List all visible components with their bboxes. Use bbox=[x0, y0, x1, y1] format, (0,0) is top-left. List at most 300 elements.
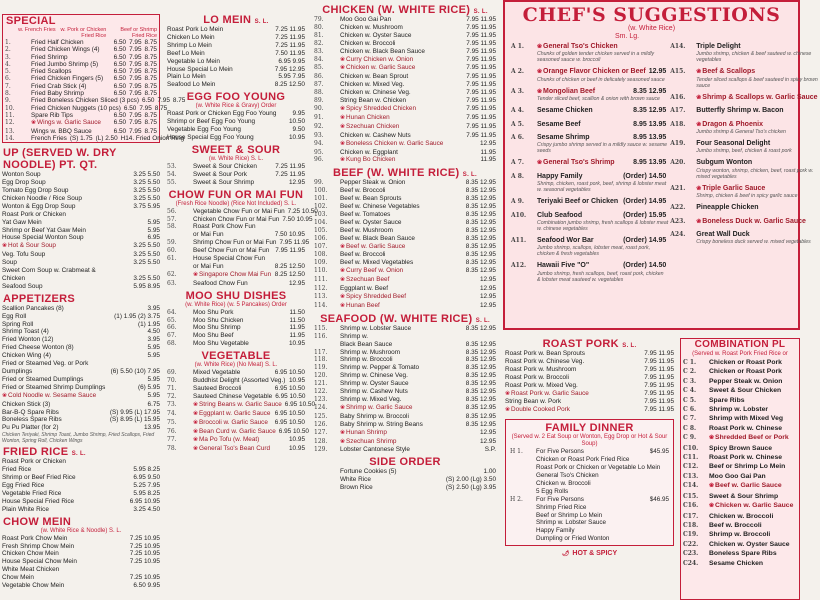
item-name: Fried Chicken Fingers (5) bbox=[31, 75, 104, 83]
menu-item-row bbox=[165, 207, 318, 216]
item-name: Eggplant w. Beef bbox=[340, 285, 388, 293]
item-description: Crispy wonton, shrimp, chicken, beef, roast pork w. mixed vegetables bbox=[696, 167, 814, 180]
item-price: 7.25 10.50 bbox=[287, 207, 318, 215]
item-price: 8.35 12.95 bbox=[465, 234, 496, 242]
item-name: ❀Kung Bo Chicken bbox=[340, 156, 396, 164]
item-price: 11.50 bbox=[289, 308, 305, 316]
item-price: $46.95 bbox=[649, 495, 669, 503]
menu-item-row bbox=[3, 68, 159, 75]
item-code: 2. bbox=[5, 46, 11, 54]
menu-item-row bbox=[312, 227, 498, 235]
chicken-section bbox=[312, 4, 498, 165]
menu-item-row bbox=[0, 582, 162, 590]
item-name: House Special Egg Foo Young bbox=[167, 133, 254, 141]
chili-icon: ❀ bbox=[537, 69, 543, 76]
item-name: Fried or Steamed Veg. or Pork bbox=[2, 360, 89, 368]
item-name: Beef w. Broccoli bbox=[340, 187, 386, 195]
item-price: 12.95 bbox=[480, 428, 496, 436]
menu-item-row bbox=[312, 105, 498, 114]
menu-item-row bbox=[312, 211, 498, 219]
menu-item-row bbox=[0, 344, 162, 352]
menu-item-row bbox=[0, 498, 162, 506]
item-price: 12.95 bbox=[480, 276, 496, 284]
item-name: Beef Lo Mein bbox=[167, 49, 205, 57]
menu-item-row bbox=[165, 332, 307, 340]
item-price: 8.35 12.95 bbox=[633, 107, 667, 115]
item-name: Vegetable Egg Foo Young bbox=[167, 126, 241, 134]
item-name: Beef w. Mixed Vegetables bbox=[340, 259, 414, 267]
item-code: 59. bbox=[167, 239, 177, 247]
item-price: 8.35 12.95 bbox=[465, 412, 496, 420]
item-name: Chicken w. Chinese Veg. bbox=[340, 89, 411, 97]
item-price: 7.95 bbox=[129, 119, 142, 127]
item-price: 10.95 bbox=[289, 340, 305, 348]
chili-icon: ❀ bbox=[193, 410, 199, 417]
seafood-item-list bbox=[312, 325, 498, 455]
item-code: 109. bbox=[314, 259, 328, 267]
chef-suggestion-row bbox=[668, 121, 819, 129]
menu-item-row bbox=[3, 61, 159, 68]
menu-item-row bbox=[0, 195, 162, 203]
item-code: 113. bbox=[314, 293, 328, 300]
menu-item-row bbox=[0, 275, 162, 283]
item-price: 3.95 bbox=[147, 304, 160, 312]
item-price: 6.95 10.50 bbox=[284, 400, 316, 408]
menu-item-row bbox=[0, 543, 162, 551]
item-name: Beef w. Broccoli bbox=[340, 251, 386, 259]
menu-item-row bbox=[3, 75, 159, 82]
item-code: 6. bbox=[5, 75, 11, 83]
item-name: Chicken w. Eggplant bbox=[340, 148, 398, 156]
menu-item-row bbox=[312, 73, 498, 81]
item-price: 8.35 12.95 bbox=[465, 395, 496, 403]
menu-item-row bbox=[0, 259, 162, 267]
item-price: 8.95 13.95 bbox=[633, 120, 667, 128]
chili-icon: ❀ bbox=[340, 268, 346, 275]
section-title-combination: COMBINATION PL bbox=[694, 339, 786, 350]
item-price: 8.75 bbox=[144, 39, 157, 46]
item-name: Vegetable Chow Fun or Mai Fun bbox=[193, 207, 285, 215]
item-name: Sauteed Broccoli bbox=[193, 385, 242, 392]
item-description: Tender sliced beef, scallion & onion with brown sauce bbox=[537, 96, 660, 103]
item-price: 8.75 bbox=[144, 75, 157, 83]
chefs-suggestions-left bbox=[509, 43, 668, 288]
item-name: Beef w. Oyster Sauce bbox=[340, 218, 402, 226]
menu-item-row bbox=[0, 368, 162, 376]
menu-item-row bbox=[165, 163, 307, 171]
item-description: Chunks of golden tender chicken served in a mildly seasoned sauce w. broccoli bbox=[537, 51, 655, 64]
menu-item-row bbox=[681, 433, 799, 443]
item-name: Fried Jumbo Shrimp (5) bbox=[31, 60, 99, 68]
item-price: (6) 5.95 bbox=[137, 383, 160, 391]
item-price: 6.50 bbox=[113, 60, 127, 68]
menu-item-row bbox=[312, 267, 498, 276]
item-name: Seafood Chow Fun bbox=[193, 279, 248, 287]
item-name: ❀Wings w. Garlic Sauce bbox=[31, 119, 101, 127]
item-code: A18. bbox=[670, 120, 686, 128]
item-code: 123. bbox=[314, 395, 328, 403]
item-price: 8.35 12.95 bbox=[465, 179, 496, 187]
item-price: 8.35 12.95 bbox=[465, 210, 496, 218]
vegetable-section bbox=[165, 350, 316, 454]
menu-item-row bbox=[312, 97, 498, 105]
item-price: 6.50 bbox=[113, 127, 127, 135]
menu-item-row bbox=[508, 488, 671, 496]
menu-item-row bbox=[312, 349, 498, 357]
item-name: Scallion Pancakes (8) bbox=[2, 304, 64, 312]
chef-suggestion-row bbox=[668, 231, 819, 239]
vegetable-item-list bbox=[165, 369, 316, 454]
chef-suggestion-row bbox=[509, 262, 668, 270]
item-code: 9. bbox=[5, 97, 11, 105]
item-name: ❀Triple Garlic Sauce bbox=[696, 184, 766, 192]
item-price: 7.95 11.95 bbox=[466, 89, 496, 97]
menu-item-row bbox=[3, 97, 186, 105]
section-title-egg-foo-young: EGG FOO YOUNG bbox=[186, 91, 286, 104]
menu-item-row bbox=[0, 574, 162, 582]
item-name: Soup bbox=[2, 259, 17, 267]
beef-header: S. L. bbox=[462, 172, 477, 179]
item-price: 8.75 bbox=[144, 53, 157, 61]
item-code: 61. bbox=[167, 255, 177, 263]
menu-item-row bbox=[312, 413, 498, 421]
menu-item-row bbox=[312, 429, 498, 438]
item-name: Roast Pork Chow Fun bbox=[193, 223, 256, 231]
chef-suggestion-item bbox=[509, 198, 668, 206]
item-price: 7.95 11.95 bbox=[466, 64, 496, 72]
item-code: 108. bbox=[314, 251, 328, 259]
item-price: 8.75 bbox=[144, 119, 157, 127]
item-name: ❀Dragon & Phoenix bbox=[696, 120, 763, 128]
item-name: Shrimp or Beef Fried Rice bbox=[2, 474, 76, 482]
fried-rice-title: FRIED RICE bbox=[3, 446, 69, 459]
item-code: C 3. bbox=[683, 377, 697, 385]
menu-item-row bbox=[312, 48, 498, 56]
item-price: 8.35 12.95 bbox=[465, 388, 496, 396]
menu-item-row bbox=[503, 358, 676, 366]
item-code: 94. bbox=[314, 139, 324, 147]
section-title-chow-fun: CHOW FUN OR MAI FUN bbox=[168, 188, 304, 201]
item-price: 5.25 7.95 bbox=[133, 481, 160, 489]
menu-item-row bbox=[312, 396, 498, 404]
menu-item-row bbox=[165, 324, 307, 332]
item-code: 8. bbox=[5, 90, 11, 98]
item-name: Great Wall Duck bbox=[696, 231, 750, 239]
menu-item-row bbox=[0, 490, 162, 498]
item-name: Moo Shu Shrimp bbox=[193, 324, 241, 332]
menu-item-row bbox=[312, 187, 498, 195]
menu-item-row bbox=[165, 215, 313, 224]
menu-item-row bbox=[681, 377, 799, 386]
item-name: ❀Boneless Chicken w. Garlic Sauce bbox=[340, 139, 444, 147]
item-name: Shrimp w. Mushroom bbox=[340, 348, 401, 356]
item-price: 8.25 12.50 bbox=[274, 270, 305, 278]
item-name: ❀Chicken w. Garlic Sauce bbox=[709, 502, 794, 510]
item-name: Shrimp w. Broccoli bbox=[709, 531, 771, 539]
chef-suggestion-item bbox=[668, 43, 819, 63]
item-price: 8.35 12.95 bbox=[465, 403, 496, 411]
item-price: $45.95 bbox=[649, 448, 669, 456]
item-price: 6.50 9.95 bbox=[133, 582, 160, 590]
soup-item-list bbox=[0, 171, 162, 291]
item-price: (S) 8.95 (L) 15.95 bbox=[109, 416, 160, 424]
item-name: Four Seasonal Delight bbox=[696, 140, 771, 148]
item-code: 99. bbox=[314, 179, 324, 187]
menu-item-row bbox=[0, 219, 162, 227]
item-price: 6.50 bbox=[113, 82, 127, 90]
menu-item-row bbox=[0, 242, 162, 251]
item-name: Fried Wonton (12) bbox=[2, 336, 54, 344]
menu-item-row bbox=[503, 390, 676, 399]
menu-item-row bbox=[312, 81, 498, 89]
egg-foo-young-section bbox=[165, 91, 307, 142]
item-price: 7.95 11.95 bbox=[466, 73, 496, 81]
item-code: 90. bbox=[314, 104, 324, 112]
item-code: A24. bbox=[670, 231, 686, 239]
item-name: ❀Beef w. Garlic Sauce bbox=[709, 482, 782, 490]
item-name: ❀String Beans w. Garlic Sauce bbox=[193, 400, 282, 408]
seafood-header: S. L. bbox=[475, 317, 490, 324]
menu-item-row bbox=[3, 54, 159, 61]
item-code: 117. bbox=[314, 348, 328, 356]
item-name: Roast Pork Chow Mein bbox=[2, 534, 68, 542]
menu-item-row bbox=[0, 203, 162, 211]
item-code: 92. bbox=[314, 122, 324, 130]
item-code: 57. bbox=[167, 215, 177, 223]
item-price: 6.95 10.50 bbox=[274, 418, 305, 426]
menu-item-row bbox=[165, 239, 310, 247]
moo-shu-section bbox=[165, 290, 307, 349]
item-price: 8.75 bbox=[144, 82, 157, 90]
menu-item-row bbox=[312, 235, 498, 243]
item-name: ❀Hunan Shrimp bbox=[340, 428, 387, 436]
item-price: 5.95 7.95 bbox=[278, 73, 305, 81]
item-name: Happy Family bbox=[537, 172, 583, 180]
menu-item-row bbox=[165, 255, 307, 263]
item-description: Crispy boneless duck served w. mixed vegetables bbox=[696, 239, 811, 246]
item-name: Fried Half Chicken bbox=[31, 39, 84, 46]
chili-icon: ❀ bbox=[340, 157, 346, 164]
item-name: Happy Family bbox=[536, 527, 575, 535]
chef-suggestion-row bbox=[668, 68, 819, 76]
item-name: Moo Shu Beef bbox=[193, 332, 234, 340]
chefs-suggestions-subtitle: (w. White Rice) bbox=[627, 25, 676, 32]
item-price: 7.95 11.95 bbox=[466, 113, 496, 121]
item-name: Shrimp w. Lobster Sauce bbox=[536, 519, 607, 527]
item-code: 75. bbox=[167, 418, 177, 426]
item-code: C 2. bbox=[683, 368, 697, 376]
chef-suggestion-row bbox=[668, 204, 819, 212]
menu-item-row bbox=[681, 530, 799, 539]
menu-item-row bbox=[312, 302, 498, 311]
item-price: 11.95 bbox=[289, 332, 305, 340]
item-code: A17. bbox=[670, 107, 686, 115]
item-name: Sweet & Sour Pork bbox=[193, 170, 247, 178]
menu-item-row bbox=[165, 73, 307, 81]
item-name: Chicken w. Broccoli bbox=[709, 512, 774, 520]
item-code: A15. bbox=[670, 68, 686, 76]
menu-item-row bbox=[503, 406, 676, 415]
item-name: House Special Chow Fun bbox=[193, 255, 266, 263]
item-code: A 4. bbox=[511, 107, 525, 115]
item-name: Plain White Rice bbox=[2, 505, 49, 513]
menu-item-row bbox=[165, 419, 307, 428]
menu-item-row bbox=[312, 333, 498, 341]
menu-item-row bbox=[312, 219, 498, 227]
menu-item-row bbox=[312, 32, 498, 40]
item-name: ❀Szechuan Shrimp bbox=[340, 437, 397, 445]
menu-item-row bbox=[0, 352, 162, 360]
item-price: 8.25 12.50 bbox=[274, 262, 305, 270]
item-name: Wonton & Egg Drop Soup bbox=[2, 202, 76, 210]
item-price: 3.25 5.50 bbox=[133, 251, 160, 259]
fried-rice-header: S. L. bbox=[71, 451, 86, 458]
item-name: Fried Scallops bbox=[31, 68, 72, 76]
menu-item-row bbox=[165, 247, 307, 255]
item-description: Jumbo shrimp & General Tso's chicken bbox=[696, 129, 786, 136]
item-name: Beef Chow Fun or Mai Fun bbox=[193, 247, 270, 255]
item-price: 3.75 5.95 bbox=[133, 202, 160, 210]
item-name: ❀Beef w. Garlic Sauce bbox=[340, 242, 406, 250]
chef-suggestion-item bbox=[668, 107, 819, 115]
roast-pork-item-list bbox=[503, 350, 676, 415]
chef-suggestion-row bbox=[668, 159, 819, 167]
item-name: ❀Cold Noodle w. Sesame Sauce bbox=[2, 391, 97, 399]
item-name: Black Bean Sauce bbox=[340, 340, 393, 348]
item-price: 8.35 12.95 bbox=[465, 364, 496, 372]
item-description: Jumbo shrimp, beef, chicken & roast pork bbox=[696, 148, 792, 155]
item-price: (S) 9.95 (L) 17.95 bbox=[109, 408, 160, 416]
item-name: House Special Wonton Soup bbox=[2, 234, 84, 242]
chili-icon: ❀ bbox=[340, 114, 346, 121]
menu-item-row bbox=[312, 40, 498, 48]
item-price: 7.25 11.95 bbox=[275, 41, 305, 49]
combination-item-list bbox=[681, 358, 799, 568]
item-code: 116. bbox=[314, 332, 328, 340]
item-price: 8.35 12.95 bbox=[465, 356, 496, 364]
item-code: C 4. bbox=[683, 387, 697, 395]
item-price: 6.50 bbox=[113, 68, 127, 76]
menu-item-row bbox=[681, 512, 799, 521]
item-name: Roast Pork or Chicken or Vegetable Lo Mein bbox=[536, 464, 661, 472]
item-name: Sweet & Sour Shrimp bbox=[709, 492, 779, 500]
menu-item-row bbox=[165, 369, 307, 377]
item-name: ❀Singapore Chow Mai Fun bbox=[193, 270, 272, 278]
item-code: C 8. bbox=[683, 424, 697, 432]
menu-item-row bbox=[165, 42, 307, 50]
item-name: Chicken w. Broccoli bbox=[536, 479, 591, 487]
item-price: 6.95 10.50 bbox=[274, 369, 305, 377]
sweet-sour-item-list bbox=[165, 163, 307, 187]
item-name: Fried Baby Shrimp bbox=[31, 90, 84, 98]
menu-item-row bbox=[681, 453, 799, 462]
item-name: Shrimp Chow Fun or Mai Fun bbox=[193, 239, 277, 247]
item-name: Beef or Shrimp Lo Mein bbox=[709, 463, 786, 471]
item-name: Sesame Chicken bbox=[537, 107, 593, 115]
section-title-moo-shu: MOO SHU DISHES bbox=[185, 289, 287, 302]
chef-suggestion-item bbox=[509, 159, 668, 167]
menu-item-row bbox=[508, 496, 671, 504]
item-code: A 3. bbox=[511, 87, 525, 95]
item-name: Roast Pork or Chicken bbox=[2, 210, 66, 218]
chef-suggestion-item bbox=[509, 237, 668, 257]
chef-suggestion-row bbox=[509, 173, 668, 181]
side-order-item-list bbox=[312, 468, 498, 492]
item-price: 8.35 12.95 bbox=[465, 203, 496, 211]
menu-item-row bbox=[312, 438, 498, 447]
menu-item-row bbox=[0, 328, 162, 336]
menu-column-4-lower bbox=[503, 338, 676, 557]
item-name: Roast Pork w. Chinese Veg. bbox=[505, 357, 585, 365]
menu-item-row bbox=[681, 358, 799, 367]
beef-title: BEEF (W. WHITE RICE) bbox=[333, 167, 460, 180]
item-code: 64. bbox=[167, 308, 177, 316]
item-name: Baby Shrimp w. Broccoli bbox=[340, 412, 409, 420]
item-price: 8.35 12.95 bbox=[465, 267, 496, 275]
menu-item-row bbox=[0, 474, 162, 482]
item-code: 95. bbox=[314, 148, 324, 156]
item-price: 7.50 10.95 bbox=[282, 215, 313, 223]
item-code: 107. bbox=[314, 242, 328, 250]
menu-item-row bbox=[3, 134, 185, 142]
menu-item-row bbox=[312, 56, 498, 65]
item-price: 7.95 bbox=[129, 90, 142, 98]
item-code: 76. bbox=[167, 427, 177, 435]
item-code: A 7. bbox=[511, 159, 525, 167]
item-name: ❀Bean Curd w. Garlic Sauce bbox=[193, 427, 276, 435]
item-name: Chicken w. Broccoli bbox=[340, 39, 396, 47]
menu-item-row bbox=[312, 276, 498, 285]
item-name: Beef w. Black Bean Sauce bbox=[340, 234, 415, 242]
menu-item-row bbox=[3, 104, 168, 112]
menu-item-row bbox=[312, 476, 498, 484]
chili-icon: ❀ bbox=[505, 407, 511, 414]
menu-item-row bbox=[165, 436, 307, 445]
item-name: House Special Fried Rice bbox=[2, 497, 75, 505]
menu-item-row bbox=[312, 64, 498, 73]
item-price: 9.95 bbox=[292, 110, 305, 118]
appetizers-item-list bbox=[0, 305, 162, 445]
item-code: 91. bbox=[314, 113, 324, 121]
menu-item-row bbox=[508, 535, 671, 543]
item-code: A14. bbox=[670, 43, 686, 50]
menu-item-row bbox=[681, 549, 799, 558]
item-price: 6.75 bbox=[147, 400, 160, 408]
item-name: Subgum Wonton bbox=[696, 159, 753, 167]
item-code: A 5. bbox=[511, 120, 525, 128]
item-price: (1) 1.95 bbox=[137, 320, 160, 328]
chili-icon: ❀ bbox=[696, 69, 702, 76]
item-code: 74. bbox=[167, 409, 177, 417]
menu-item-row bbox=[0, 321, 162, 329]
item-name: Seafood Soup bbox=[2, 282, 43, 290]
item-name: Roast Pork or Chicken Egg Foo Young bbox=[167, 110, 277, 118]
item-name: ❀General Tso's Bean Curd bbox=[193, 445, 271, 453]
chili-icon: ❀ bbox=[340, 65, 346, 72]
menu-item-row bbox=[0, 187, 162, 195]
item-price: (Order) 14.95 bbox=[623, 198, 667, 206]
item-name: Wings w. BBQ Sauce bbox=[31, 127, 92, 135]
menu-item-row bbox=[0, 234, 162, 242]
fried-rice-section bbox=[0, 446, 162, 513]
item-name: Shrimp w. bbox=[340, 332, 369, 340]
menu-item-row bbox=[165, 118, 307, 126]
item-name: Sweet Corn Soup w. Crabmeat & bbox=[2, 267, 96, 275]
menu-item-row bbox=[312, 293, 498, 302]
item-code: 106. bbox=[314, 234, 328, 242]
item-price: 8.35 12.95 bbox=[465, 242, 496, 250]
item-price: 8.75 bbox=[144, 90, 157, 98]
